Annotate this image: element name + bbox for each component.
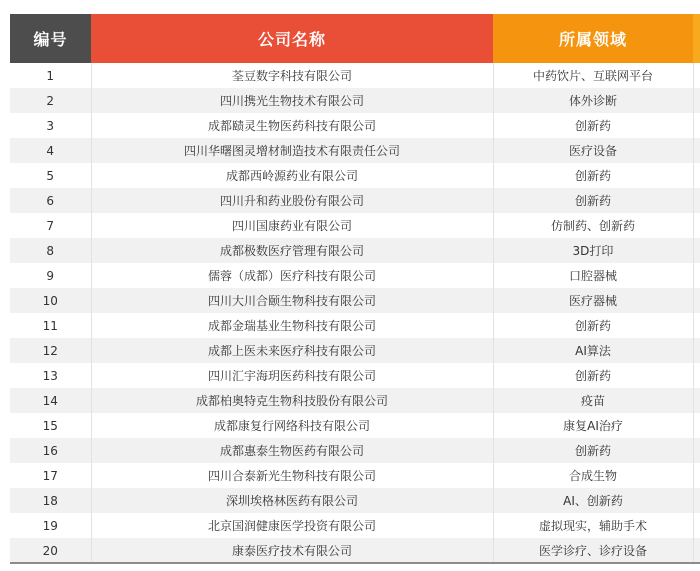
table-row: [10, 163, 700, 188]
row-company-name: 成都上医未来医疗科技有限公司: [91, 338, 493, 363]
row-company-name: 成都赜灵生物医药科技有限公司: [91, 113, 493, 138]
company-table: [10, 14, 700, 563]
table-header-row: [10, 14, 700, 63]
table-row: [10, 63, 700, 88]
row-field: 3D打印: [493, 238, 693, 263]
row-number: 1: [10, 63, 91, 88]
table-row: [10, 113, 700, 138]
row-field: AI算法: [493, 338, 693, 363]
row-company-name: 成都极数医疗管理有限公司: [91, 238, 493, 263]
row-extra-cell: [693, 213, 700, 238]
row-number: 16: [10, 438, 91, 463]
row-extra-cell: [693, 413, 700, 438]
row-extra-cell: [693, 463, 700, 488]
table-row: [10, 388, 700, 413]
table-row: [10, 263, 700, 288]
row-number: 19: [10, 513, 91, 538]
row-extra-cell: [693, 388, 700, 413]
row-number: 9: [10, 263, 91, 288]
table-row: [10, 488, 700, 513]
table-row: [10, 288, 700, 313]
table-row: [10, 88, 700, 113]
row-extra-cell: [693, 188, 700, 213]
table-row: [10, 338, 700, 363]
row-field: 疫苗: [493, 388, 693, 413]
row-number: 6: [10, 188, 91, 213]
table-row: [10, 313, 700, 338]
row-number: 20: [10, 538, 91, 563]
table-row: [10, 413, 700, 438]
table-row: [10, 538, 700, 563]
row-company-name: 成都西岭源药业有限公司: [91, 163, 493, 188]
table-row: [10, 438, 700, 463]
table-bottom-border: [10, 562, 700, 564]
row-number: 17: [10, 463, 91, 488]
row-extra-cell: [693, 313, 700, 338]
row-extra-cell: [693, 63, 700, 88]
row-field: 创新药: [493, 363, 693, 388]
row-company-name: 四川国康药业有限公司: [91, 213, 493, 238]
row-number: 8: [10, 238, 91, 263]
row-company-name: 康泰医疗技术有限公司: [91, 538, 493, 563]
row-field: 创新药: [493, 313, 693, 338]
row-extra-cell: [693, 538, 700, 563]
table-row: [10, 213, 700, 238]
row-field: 创新药: [493, 438, 693, 463]
row-number: 18: [10, 488, 91, 513]
row-extra-cell: [693, 88, 700, 113]
row-number: 5: [10, 163, 91, 188]
row-company-name: 深圳埃格林医药有限公司: [91, 488, 493, 513]
row-extra-cell: [693, 438, 700, 463]
row-number: 3: [10, 113, 91, 138]
row-field: 创新药: [493, 163, 693, 188]
row-field: 虚拟现实，辅助手术: [493, 513, 693, 538]
row-extra-cell: [693, 513, 700, 538]
row-company-name: 四川华曙图灵增材制造技术有限责任公司: [91, 138, 493, 163]
row-field: 仿制药、创新药: [493, 213, 693, 238]
row-number: 4: [10, 138, 91, 163]
row-company-name: 成都金瑞基业生物科技有限公司: [91, 313, 493, 338]
row-extra-cell: [693, 363, 700, 388]
row-company-name: 成都惠泰生物医药有限公司: [91, 438, 493, 463]
row-number: 15: [10, 413, 91, 438]
row-company-name: 四川合泰新光生物科技有限公司: [91, 463, 493, 488]
row-company-name: 四川汇宇海玥医药科技有限公司: [91, 363, 493, 388]
table-row: [10, 463, 700, 488]
row-extra-cell: [693, 163, 700, 188]
header-extra-column: [693, 14, 700, 63]
header-number: 编号: [10, 14, 91, 63]
row-number: 14: [10, 388, 91, 413]
row-number: 12: [10, 338, 91, 363]
row-number: 2: [10, 88, 91, 113]
row-field: AI、创新药: [493, 488, 693, 513]
row-company-name: 成都康复行网络科技有限公司: [91, 413, 493, 438]
row-field: 医学诊疗、诊疗设备: [493, 538, 693, 563]
row-company-name: 儒蓉（成都）医疗科技有限公司: [91, 263, 493, 288]
header-field: 所属领域: [493, 14, 693, 63]
row-extra-cell: [693, 263, 700, 288]
row-number: 13: [10, 363, 91, 388]
header-company-name: 公司名称: [91, 14, 493, 63]
table-row: [10, 138, 700, 163]
row-extra-cell: [693, 138, 700, 163]
row-company-name: 荃豆数字科技有限公司: [91, 63, 493, 88]
row-company-name: 四川大川合颐生物科技有限公司: [91, 288, 493, 313]
row-number: 10: [10, 288, 91, 313]
row-field: 康复AI治疗: [493, 413, 693, 438]
row-company-name: 四川升和药业股份有限公司: [91, 188, 493, 213]
table-row: [10, 513, 700, 538]
table-row: [10, 238, 700, 263]
table-body: [10, 63, 700, 563]
table-row: [10, 363, 700, 388]
row-field: 医疗器械: [493, 288, 693, 313]
row-field: 创新药: [493, 113, 693, 138]
row-company-name: 四川携光生物技术有限公司: [91, 88, 493, 113]
row-field: 创新药: [493, 188, 693, 213]
row-company-name: 北京国润健康医学投资有限公司: [91, 513, 493, 538]
row-extra-cell: [693, 113, 700, 138]
row-number: 11: [10, 313, 91, 338]
row-number: 7: [10, 213, 91, 238]
row-extra-cell: [693, 488, 700, 513]
row-extra-cell: [693, 338, 700, 363]
table-row: [10, 188, 700, 213]
row-field: 体外诊断: [493, 88, 693, 113]
row-company-name: 成都柏奥特克生物科技股份有限公司: [91, 388, 493, 413]
row-field: 中药饮片、互联网平台: [493, 63, 693, 88]
row-field: 口腔器械: [493, 263, 693, 288]
row-field: 合成生物: [493, 463, 693, 488]
row-extra-cell: [693, 288, 700, 313]
row-extra-cell: [693, 238, 700, 263]
row-field: 医疗设备: [493, 138, 693, 163]
